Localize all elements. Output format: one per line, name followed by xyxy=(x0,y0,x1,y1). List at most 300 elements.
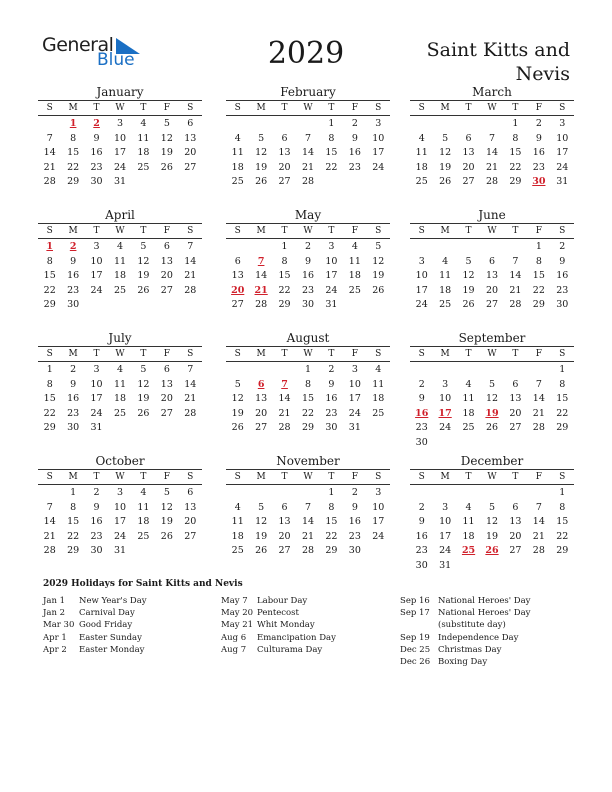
day-cell: 25 xyxy=(372,407,385,419)
holiday-name: Christmas Day xyxy=(438,644,502,655)
day-cell: 11 xyxy=(462,516,475,527)
day-cell xyxy=(551,559,574,574)
day-cell: 25 xyxy=(113,407,127,419)
day-cell: 23 xyxy=(415,422,428,433)
day-cell: 7 xyxy=(535,378,542,390)
days-grid xyxy=(38,240,202,313)
day-cell: 30 xyxy=(415,559,428,571)
day-cell: 7 xyxy=(488,132,496,144)
day-cell: 2 xyxy=(418,501,425,513)
weekday-label: M xyxy=(440,103,450,113)
day-cell: 26 xyxy=(485,422,499,433)
holiday-name: Easter Monday xyxy=(79,644,145,655)
day-cell: 28 xyxy=(184,284,197,296)
holiday-name: Carnival Day xyxy=(79,608,135,619)
holiday-day-cell: 21 xyxy=(254,284,268,296)
day-cell: 27 xyxy=(160,407,173,419)
holiday-item xyxy=(221,619,391,631)
holiday-date: Mar 30 xyxy=(43,620,75,631)
day-cell xyxy=(320,175,343,190)
day-cell: 18 xyxy=(462,530,475,542)
day-cell: 4 xyxy=(140,487,147,498)
weekday-header xyxy=(226,224,390,239)
day-cell: 26 xyxy=(255,545,268,556)
holiday-date: Dec 25 xyxy=(400,644,431,655)
day-cell: 2 xyxy=(93,487,100,498)
day-cell: 25 xyxy=(137,161,150,173)
day-cell: 6 xyxy=(465,132,472,144)
day-cell: 11 xyxy=(439,270,452,281)
holiday-name: National Heroes' Day (substitute day) xyxy=(438,608,531,631)
day-cell: 17 xyxy=(556,147,569,158)
day-cell xyxy=(480,240,503,255)
day-cell: 16 xyxy=(90,147,103,158)
day-cell: 21 xyxy=(278,407,291,419)
day-cell: 15 xyxy=(43,270,56,281)
day-cell xyxy=(296,486,319,501)
day-cell: 9 xyxy=(70,378,77,390)
day-cell: 9 xyxy=(328,378,335,390)
day-cell: 17 xyxy=(439,530,452,542)
weekday-label: S xyxy=(559,349,566,359)
month-january xyxy=(38,84,202,190)
day-cell: 25 xyxy=(137,530,150,542)
day-cell: 29 xyxy=(532,299,545,310)
day-cell: 31 xyxy=(113,545,127,556)
day-cell xyxy=(273,486,296,501)
day-cell: 23 xyxy=(90,530,103,542)
day-cell: 7 xyxy=(304,501,312,513)
day-cell: 28 xyxy=(301,545,315,556)
day-cell: 6 xyxy=(234,255,241,267)
day-cell: 24 xyxy=(113,530,127,542)
day-cell: 20 xyxy=(278,530,291,542)
day-cell: 12 xyxy=(255,516,268,527)
holiday-item xyxy=(43,619,213,631)
weekday-label: W xyxy=(487,349,497,359)
day-cell: 20 xyxy=(509,407,522,419)
day-cell: 9 xyxy=(351,501,358,513)
holiday-item xyxy=(221,644,391,656)
day-cell: 13 xyxy=(255,393,268,404)
day-cell: 10 xyxy=(113,132,127,144)
month-title: March xyxy=(410,84,574,101)
day-cell: 16 xyxy=(415,530,428,542)
month-december xyxy=(410,453,574,573)
day-cell xyxy=(410,240,433,255)
day-cell: 20 xyxy=(184,516,197,527)
day-cell: 28 xyxy=(509,299,522,310)
day-cell: 27 xyxy=(485,299,499,310)
day-cell: 25 xyxy=(415,176,428,187)
day-cell: 26 xyxy=(231,422,244,433)
weekday-header xyxy=(38,470,202,485)
day-cell: 6 xyxy=(187,118,194,129)
weekday-label: T xyxy=(328,472,335,482)
holiday-name: Emancipation Day xyxy=(257,632,336,643)
day-cell: 27 xyxy=(278,545,291,556)
day-cell: 7 xyxy=(187,364,194,375)
day-cell: 27 xyxy=(462,176,475,187)
holiday-date: Sep 19 xyxy=(400,632,430,643)
month-title: April xyxy=(38,207,202,224)
day-cell: 22 xyxy=(278,284,291,296)
weekday-label: M xyxy=(440,226,450,236)
weekday-label: W xyxy=(115,349,125,359)
holiday-day-cell: 7 xyxy=(257,255,265,267)
holiday-column xyxy=(43,595,213,656)
day-cell xyxy=(155,421,178,436)
weekday-label: T xyxy=(465,103,472,113)
weekday-label: F xyxy=(535,472,542,482)
day-cell: 23 xyxy=(67,284,80,296)
holiday-date: Apr 2 xyxy=(43,644,67,655)
day-cell: 22 xyxy=(43,407,56,419)
day-cell xyxy=(527,486,550,501)
days-grid xyxy=(38,117,202,190)
day-cell: 17 xyxy=(372,147,385,158)
day-cell: 12 xyxy=(137,378,150,390)
day-cell: 17 xyxy=(415,284,428,296)
day-cell xyxy=(155,298,178,313)
day-cell xyxy=(457,436,480,451)
day-cell: 6 xyxy=(281,132,288,144)
holiday-item xyxy=(400,607,570,631)
day-cell: 26 xyxy=(439,176,452,187)
holiday-date: Aug 6 xyxy=(221,632,247,643)
day-cell: 8 xyxy=(559,501,566,513)
weekday-label: S xyxy=(418,349,425,359)
day-cell: 4 xyxy=(418,132,425,144)
day-cell xyxy=(504,486,527,501)
holiday-date: May 21 xyxy=(221,620,254,631)
weekday-label: T xyxy=(93,349,100,359)
weekday-header xyxy=(410,347,574,362)
day-cell: 18 xyxy=(415,161,428,173)
day-cell: 21 xyxy=(532,530,545,542)
day-cell: 19 xyxy=(485,530,499,542)
day-cell: 21 xyxy=(184,270,197,281)
weekday-label: T xyxy=(281,349,288,359)
day-cell: 22 xyxy=(43,284,56,296)
day-cell: 6 xyxy=(163,241,170,252)
holiday-day-cell: 25 xyxy=(461,545,476,556)
day-cell: 28 xyxy=(301,176,315,187)
month-title: September xyxy=(410,330,574,347)
weekday-label: W xyxy=(303,349,313,359)
day-cell: 30 xyxy=(348,545,361,556)
day-cell: 8 xyxy=(70,501,77,513)
day-cell: 25 xyxy=(348,284,361,296)
day-cell: 26 xyxy=(160,530,173,542)
weekday-label: M xyxy=(68,226,78,236)
day-cell: 16 xyxy=(90,516,103,527)
day-cell: 22 xyxy=(301,407,315,419)
weekday-label: S xyxy=(46,226,53,236)
day-cell xyxy=(527,363,550,378)
day-cell xyxy=(249,117,272,132)
weekday-label: W xyxy=(487,103,497,113)
weekday-label: W xyxy=(487,226,497,236)
day-cell: 13 xyxy=(462,147,475,158)
day-cell: 28 xyxy=(532,422,545,433)
day-cell: 17 xyxy=(325,270,338,281)
weekday-label: T xyxy=(512,472,519,482)
day-cell: 31 xyxy=(556,176,569,187)
day-cell xyxy=(179,421,202,436)
day-cell: 17 xyxy=(90,270,103,281)
day-cell: 9 xyxy=(304,255,312,267)
days-grid xyxy=(410,240,574,313)
month-title: February xyxy=(226,84,390,101)
holiday-date: Jan 1 xyxy=(43,596,66,606)
holiday-name: New Year's Day xyxy=(79,596,147,606)
day-cell xyxy=(367,175,390,190)
month-july xyxy=(38,330,202,436)
day-cell: 12 xyxy=(462,270,475,281)
month-title: July xyxy=(38,330,202,347)
weekday-header xyxy=(226,470,390,485)
day-cell: 14 xyxy=(301,147,315,158)
day-cell: 26 xyxy=(372,284,385,296)
days-grid xyxy=(410,363,574,450)
day-cell: 16 xyxy=(301,270,315,281)
day-cell: 19 xyxy=(137,393,150,404)
day-cell: 3 xyxy=(351,364,358,375)
day-cell: 17 xyxy=(90,393,103,404)
day-cell: 30 xyxy=(67,422,80,433)
weekday-label: T xyxy=(328,226,335,236)
weekday-label: T xyxy=(140,349,147,359)
day-cell: 5 xyxy=(163,118,170,129)
day-cell: 22 xyxy=(509,161,522,173)
day-cell: 29 xyxy=(43,422,56,433)
day-cell: 15 xyxy=(509,147,522,158)
holiday-day-cell: 26 xyxy=(485,545,499,556)
day-cell: 28 xyxy=(532,545,545,556)
days-grid xyxy=(226,486,390,559)
day-cell: 20 xyxy=(485,284,499,296)
day-cell xyxy=(249,363,272,378)
day-cell: 14 xyxy=(43,516,56,527)
day-cell: 1 xyxy=(328,118,335,129)
weekday-label: T xyxy=(93,472,100,482)
day-cell: 23 xyxy=(532,161,545,173)
day-cell: 18 xyxy=(137,516,150,527)
day-cell xyxy=(226,363,249,378)
day-cell: 4 xyxy=(116,241,124,252)
day-cell xyxy=(108,421,131,436)
day-cell xyxy=(273,117,296,132)
day-cell: 19 xyxy=(160,147,173,158)
day-cell: 11 xyxy=(372,378,385,390)
day-cell: 2 xyxy=(304,241,312,252)
month-title: January xyxy=(38,84,202,101)
day-cell: 28 xyxy=(184,407,197,419)
day-cell: 15 xyxy=(67,147,80,158)
day-cell: 4 xyxy=(234,132,241,144)
day-cell: 2 xyxy=(535,118,542,129)
month-march xyxy=(410,84,574,190)
day-cell: 3 xyxy=(442,378,449,390)
day-cell: 9 xyxy=(559,255,566,267)
weekday-header xyxy=(410,224,574,239)
day-cell: 20 xyxy=(278,161,291,173)
day-cell xyxy=(367,421,390,436)
day-cell: 8 xyxy=(535,255,542,267)
day-cell: 7 xyxy=(512,255,519,267)
weekday-label: F xyxy=(351,472,358,482)
day-cell: 9 xyxy=(93,132,100,144)
day-cell xyxy=(249,240,272,255)
day-cell: 31 xyxy=(90,422,103,433)
day-cell xyxy=(343,175,366,190)
day-cell: 18 xyxy=(231,530,244,542)
logo-text-general: General xyxy=(42,34,114,56)
days-grid xyxy=(38,486,202,559)
day-cell: 19 xyxy=(255,161,268,173)
day-cell: 4 xyxy=(375,364,382,375)
days-grid xyxy=(226,363,390,436)
day-cell: 7 xyxy=(535,501,542,513)
month-april xyxy=(38,207,202,313)
month-september xyxy=(410,330,574,450)
day-cell: 3 xyxy=(375,118,382,129)
day-cell xyxy=(480,117,503,132)
weekday-label: S xyxy=(234,103,241,113)
day-cell: 27 xyxy=(509,545,522,556)
weekday-header xyxy=(38,101,202,116)
day-cell: 14 xyxy=(485,147,499,158)
day-cell xyxy=(367,544,390,559)
day-cell: 13 xyxy=(509,516,522,527)
day-cell: 13 xyxy=(184,132,197,144)
weekday-label: T xyxy=(281,103,288,113)
day-cell xyxy=(480,436,503,451)
weekday-label: S xyxy=(559,472,566,482)
day-cell: 17 xyxy=(372,516,385,527)
day-cell: 1 xyxy=(559,487,566,498)
holiday-item xyxy=(221,632,391,644)
holiday-date: Dec 26 xyxy=(400,657,431,668)
day-cell xyxy=(433,117,456,132)
day-cell: 2 xyxy=(351,118,358,129)
day-cell xyxy=(410,486,433,501)
weekday-label: W xyxy=(303,226,313,236)
day-cell: 15 xyxy=(278,270,291,281)
day-cell: 10 xyxy=(415,270,428,281)
weekday-label: S xyxy=(375,103,382,113)
weekday-label: F xyxy=(351,349,358,359)
day-cell: 2 xyxy=(70,364,77,375)
day-cell: 5 xyxy=(488,501,496,513)
weekday-label: S xyxy=(46,103,53,113)
day-cell: 18 xyxy=(372,393,385,404)
day-cell: 3 xyxy=(328,241,335,252)
day-cell: 11 xyxy=(415,147,428,158)
day-cell: 17 xyxy=(113,516,127,527)
day-cell: 1 xyxy=(512,118,519,129)
day-cell: 20 xyxy=(509,530,522,542)
day-cell: 3 xyxy=(559,118,566,129)
month-june xyxy=(410,207,574,313)
day-cell: 10 xyxy=(90,378,103,390)
day-cell: 7 xyxy=(187,241,194,252)
day-cell: 22 xyxy=(325,161,338,173)
day-cell xyxy=(433,486,456,501)
day-cell: 8 xyxy=(70,132,77,144)
holiday-day-cell: 17 xyxy=(438,407,452,419)
month-title: May xyxy=(226,207,390,224)
day-cell: 9 xyxy=(93,501,100,513)
day-cell: 29 xyxy=(509,176,522,187)
day-cell: 12 xyxy=(137,255,150,267)
day-cell xyxy=(226,240,249,255)
day-cell: 9 xyxy=(70,255,77,267)
weekday-label: F xyxy=(535,349,542,359)
day-cell: 1 xyxy=(70,487,77,498)
day-cell: 21 xyxy=(43,530,56,542)
weekday-label: S xyxy=(559,226,566,236)
day-cell: 19 xyxy=(439,161,452,173)
day-cell: 25 xyxy=(113,284,127,296)
holiday-day-cell: 1 xyxy=(69,118,77,129)
day-cell: 18 xyxy=(113,270,127,281)
holiday-date: Sep 16 xyxy=(400,596,430,606)
day-cell xyxy=(457,240,480,255)
day-cell: 27 xyxy=(509,422,522,433)
day-cell xyxy=(132,298,155,313)
day-cell: 14 xyxy=(184,255,197,267)
day-cell: 23 xyxy=(348,530,361,542)
weekday-label: W xyxy=(487,472,497,482)
day-cell: 17 xyxy=(348,393,361,404)
day-cell: 10 xyxy=(325,255,338,267)
day-cell: 3 xyxy=(442,501,449,513)
day-cell: 18 xyxy=(113,393,127,404)
holiday-item xyxy=(43,644,213,656)
day-cell: 1 xyxy=(304,364,312,375)
holiday-day-cell: 19 xyxy=(485,407,499,419)
holiday-column xyxy=(400,595,570,668)
day-cell xyxy=(480,363,503,378)
day-cell: 22 xyxy=(532,284,545,296)
day-cell xyxy=(38,486,61,501)
day-cell xyxy=(249,486,272,501)
weekday-label: T xyxy=(465,226,472,236)
day-cell: 10 xyxy=(439,516,452,527)
day-cell: 27 xyxy=(184,161,197,173)
day-cell: 12 xyxy=(485,393,499,404)
day-cell: 4 xyxy=(442,255,449,267)
day-cell: 4 xyxy=(465,501,472,513)
day-cell xyxy=(85,298,108,313)
month-february xyxy=(226,84,390,190)
day-cell: 10 xyxy=(372,501,385,513)
day-cell: 21 xyxy=(509,284,522,296)
day-cell: 27 xyxy=(184,530,197,542)
day-cell: 16 xyxy=(67,393,80,404)
day-cell: 12 xyxy=(160,501,173,513)
weekday-label: W xyxy=(115,472,125,482)
weekday-label: S xyxy=(46,349,53,359)
days-grid xyxy=(410,486,574,573)
holidays-title: 2029 Holidays for Saint Kitts and Nevis xyxy=(43,579,243,589)
day-cell: 29 xyxy=(43,299,56,310)
holiday-item xyxy=(43,607,213,619)
weekday-label: T xyxy=(465,472,472,482)
day-cell xyxy=(457,559,480,574)
